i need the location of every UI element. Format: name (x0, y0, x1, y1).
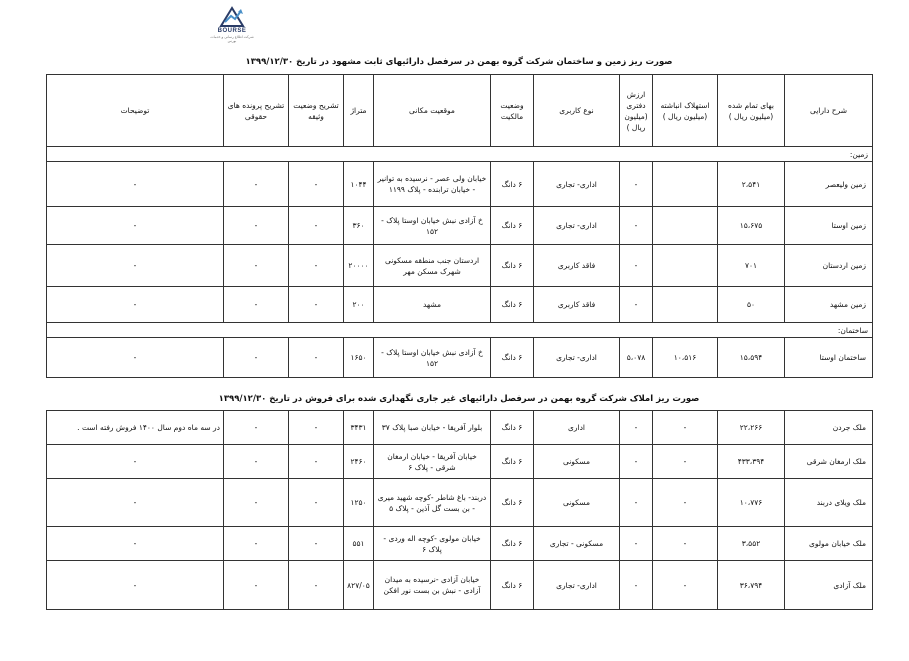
notes-value: - (47, 245, 224, 287)
header-cost: بهای تمام شده (میلیون ریال ) (718, 75, 785, 147)
deed-value: - (289, 245, 344, 287)
header-location: موقعیت مکانی (374, 75, 491, 147)
usage-value: اداری- تجاری (534, 561, 620, 610)
header-usage: نوع کاربری (534, 75, 620, 147)
ownership-value: ۶ دانگ (491, 245, 534, 287)
location-value: خیابان مولوی -کوچه اله وردی - پلاک ۶ (374, 527, 491, 561)
table2-title: صورت ریز املاک شرکت گروه بهمن در سرفصل دارائیهای غیر جاری نگهداری شده برای فروش در تاریخ ۱۳۹۹/۱۲/۳۰ (218, 394, 700, 404)
usage-value: فاقد کاربری (534, 245, 620, 287)
area-value: ۲۰۰ (344, 287, 374, 323)
depreciation-value: - (653, 561, 718, 610)
cost-value: ۲۲،۲۶۶ (718, 411, 785, 445)
book-value: - (620, 445, 653, 479)
legal-value: - (224, 287, 289, 323)
legal-value: - (224, 561, 289, 610)
area-value: ۳۶۰ (344, 207, 374, 245)
legal-value: - (224, 245, 289, 287)
cost-value: ۵۰ (718, 287, 785, 323)
notes-value: - (47, 479, 224, 527)
table-row (47, 245, 873, 287)
asset-name: ملک خیابان مولوی (785, 527, 873, 561)
usage-value: اداری- تجاری (534, 207, 620, 245)
legal-value: - (224, 162, 289, 207)
table-row (47, 561, 873, 610)
logo-subtext: شرکت اطلاع رسانی و خدمات بورس (210, 35, 254, 43)
depreciation-value: ۱۰،۵۱۶ (653, 338, 718, 378)
table-row (47, 207, 873, 245)
header-deed: تشریح وضعیت وثیقه (289, 75, 344, 147)
legal-value: - (224, 338, 289, 378)
table-row (47, 445, 873, 479)
location-value: خیابان آزادی -نرسیده به میدان آزادی - نبش بن بست نور افکن (374, 561, 491, 610)
cost-value: ۱۰،۷۷۶ (718, 479, 785, 527)
deed-value: - (289, 527, 344, 561)
book-value: ۵،۰۷۸ (620, 338, 653, 378)
book-value: - (620, 245, 653, 287)
header-depreciation: استهلاک انباشته (میلیون ریال ) (653, 75, 718, 147)
legal-value: - (224, 411, 289, 445)
table-row (47, 162, 873, 207)
location-value: مشهد (374, 287, 491, 323)
notes-value: در سه ماه دوم سال ۱۴۰۰ فروش رفته است . (47, 411, 224, 445)
deed-value: - (289, 561, 344, 610)
depreciation-value (653, 245, 718, 287)
notes-value: - (47, 207, 224, 245)
cost-value: ۷۰۱ (718, 245, 785, 287)
notes-value: - (47, 287, 224, 323)
book-value: - (620, 207, 653, 245)
asset-name: ملک جردن (785, 411, 873, 445)
usage-value: فاقد کاربری (534, 287, 620, 323)
usage-value: اداری (534, 411, 620, 445)
legal-value: - (224, 445, 289, 479)
ownership-value: ۶ دانگ (491, 162, 534, 207)
ownership-value: ۶ دانگ (491, 561, 534, 610)
notes-value: - (47, 561, 224, 610)
deed-value: - (289, 287, 344, 323)
asset-name: زمین اردستان (785, 245, 873, 287)
section-building-row (47, 323, 873, 338)
depreciation-value (653, 162, 718, 207)
section-land-label: زمین: (47, 147, 873, 162)
header-area: متراژ (344, 75, 374, 147)
area-value: ۲۰۰۰۰ (344, 245, 374, 287)
section-building-label: ساختمان: (47, 323, 873, 338)
cost-value: ۱۵،۵۹۴ (718, 338, 785, 378)
table-row (47, 527, 873, 561)
area-value: ۳۴۳۱ (344, 411, 374, 445)
table1-title: صورت ریز زمین و ساختمان شرکت گروه بهمن در سرفصل دارائیهای ثابت مشهود در تاریخ ۱۳۹۹/۱۲/۳۰ (245, 57, 673, 67)
area-value: ۵۵۱ (344, 527, 374, 561)
table-row (47, 338, 873, 378)
ownership-value: ۶ دانگ (491, 445, 534, 479)
depreciation-value: - (653, 445, 718, 479)
ownership-value: ۶ دانگ (491, 411, 534, 445)
deed-value: - (289, 338, 344, 378)
ownership-value: ۶ دانگ (491, 338, 534, 378)
cost-value: ۱۵،۶۷۵ (718, 207, 785, 245)
notes-value: - (47, 445, 224, 479)
ownership-value: ۶ دانگ (491, 287, 534, 323)
location-value: دربند- باغ شاطر -کوچه شهید میری - بن بست گل آذین - پلاک ۵ (374, 479, 491, 527)
depreciation-value: - (653, 411, 718, 445)
legal-value: - (224, 479, 289, 527)
bourse-logo (207, 6, 257, 43)
asset-name: زمین ولیعصر (785, 162, 873, 207)
book-value: - (620, 162, 653, 207)
section-land-row (47, 147, 873, 162)
book-value: - (620, 561, 653, 610)
header-asset: شرح دارایی (785, 75, 873, 147)
location-value: خیابان ولی عصر - نرسیده به توانیر - خیابان ترابنده - پلاک ۱۱۹۹ (374, 162, 491, 207)
bourse-logo-mark (207, 6, 257, 28)
area-value: ۱۶۵۰ (344, 338, 374, 378)
asset-name: ملک آزادی (785, 561, 873, 610)
notes-value: - (47, 527, 224, 561)
book-value: - (620, 527, 653, 561)
location-value: خ آزادی نبش خیابان اوستا پلاک - ۱۵۲ (374, 207, 491, 245)
notes-value: - (47, 162, 224, 207)
header-book-value: ارزش دفتری (میلیون ریال ) (620, 75, 653, 147)
depreciation-value (653, 287, 718, 323)
fixed-assets-table (46, 74, 873, 378)
legal-value: - (224, 207, 289, 245)
area-value: ۸۲۷/۰۵ (344, 561, 374, 610)
book-value: - (620, 479, 653, 527)
ownership-value: ۶ دانگ (491, 207, 534, 245)
area-value: ۱۲۵۰ (344, 479, 374, 527)
location-value: بلوار آفریقا - خیابان صبا پلاک ۳۷ (374, 411, 491, 445)
deed-value: - (289, 207, 344, 245)
asset-name: ساختمان اوستا (785, 338, 873, 378)
area-value: ۱۰۴۴ (344, 162, 374, 207)
cost-value: ۳۶،۷۹۴ (718, 561, 785, 610)
usage-value: اداری- تجاری (534, 338, 620, 378)
held-for-sale-table (46, 410, 873, 610)
location-value: خ آزادی نبش خیابان اوستا پلاک - ۱۵۲ (374, 338, 491, 378)
notes-value: - (47, 338, 224, 378)
ownership-value: ۶ دانگ (491, 527, 534, 561)
header-ownership: وضعیت مالکیت (491, 75, 534, 147)
asset-name: ملک ارمغان شرقی (785, 445, 873, 479)
table1-header-row (47, 75, 873, 147)
cost-value: ۳،۵۵۲ (718, 527, 785, 561)
book-value: - (620, 411, 653, 445)
asset-name: ملک ویلای دربند (785, 479, 873, 527)
table-row (47, 411, 873, 445)
deed-value: - (289, 445, 344, 479)
book-value: - (620, 287, 653, 323)
deed-value: - (289, 411, 344, 445)
location-value: خیابان آفریقا - خیابان ارمغان شرقی - پلاک ۶ (374, 445, 491, 479)
deed-value: - (289, 479, 344, 527)
asset-name: زمین مشهد (785, 287, 873, 323)
ownership-value: ۶ دانگ (491, 479, 534, 527)
location-value: اردستان جنب منطقه مسکونی شهرک مسکن مهر (374, 245, 491, 287)
legal-value: - (224, 527, 289, 561)
deed-value: - (289, 162, 344, 207)
depreciation-value (653, 207, 718, 245)
logo-text: BOURSE (217, 28, 247, 34)
header-notes: توضیحات (47, 75, 224, 147)
usage-value: مسکونی - تجاری (534, 527, 620, 561)
table-row (47, 287, 873, 323)
usage-value: مسکونی (534, 445, 620, 479)
depreciation-value: - (653, 479, 718, 527)
cost-value: ۴۳۳،۳۹۴ (718, 445, 785, 479)
depreciation-value: - (653, 527, 718, 561)
area-value: ۲۴۶۰ (344, 445, 374, 479)
cost-value: ۲،۵۴۱ (718, 162, 785, 207)
header-legal: تشریح پرونده های حقوقی (224, 75, 289, 147)
table-row (47, 479, 873, 527)
usage-value: اداری- تجاری (534, 162, 620, 207)
usage-value: مسکونی (534, 479, 620, 527)
asset-name: زمین اوستا (785, 207, 873, 245)
